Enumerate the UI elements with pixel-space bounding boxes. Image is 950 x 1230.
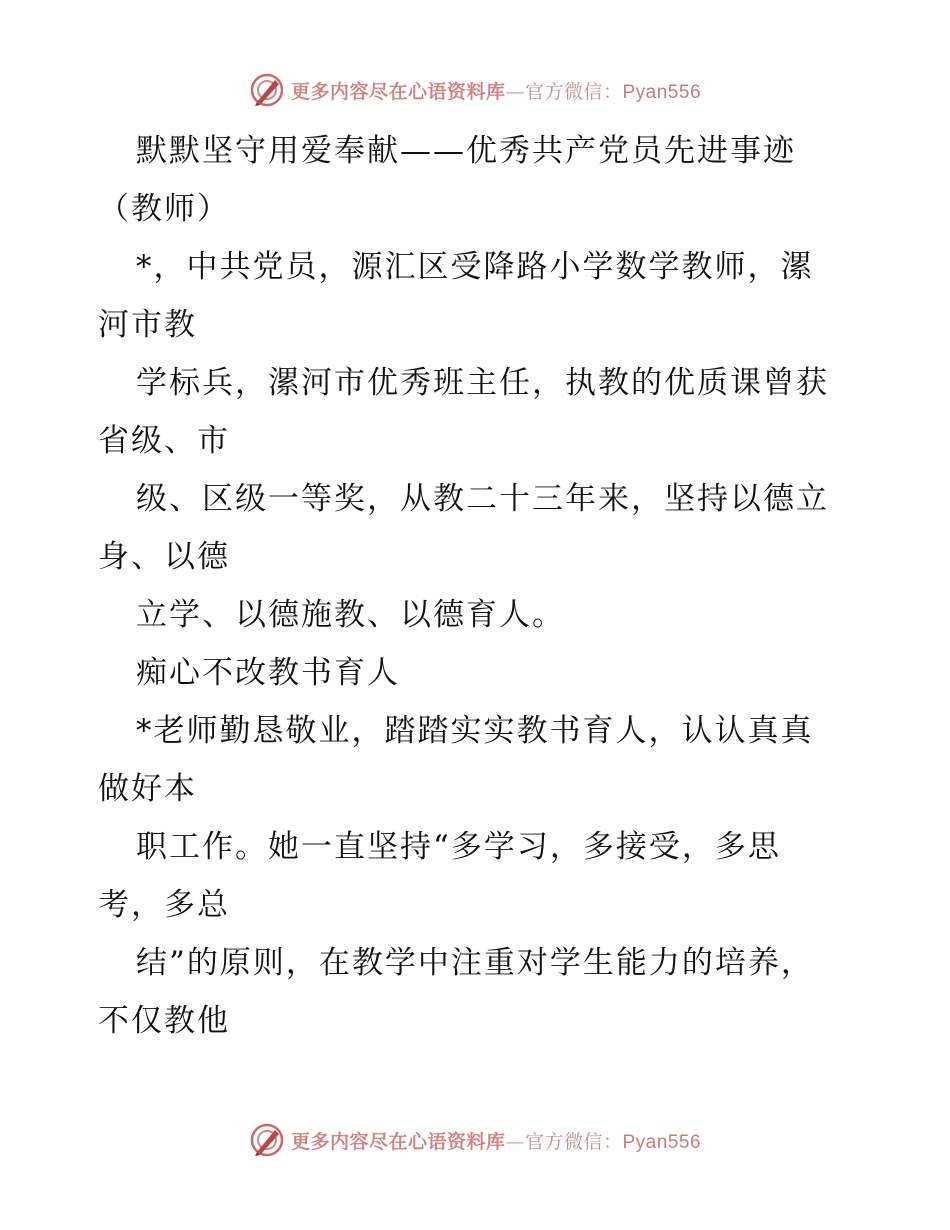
text-line: 痴心不改教书育人	[136, 655, 400, 691]
watermark-brand: 更多内容尽在心语资料库	[290, 80, 506, 103]
pen-logo-icon	[249, 1122, 285, 1158]
text-line: 省级、市	[98, 423, 230, 459]
text-line: 不仅教他	[98, 1003, 230, 1039]
watermark-header	[0, 70, 950, 110]
text-line: 做好本	[98, 771, 197, 807]
watermark-id: Pyan556	[622, 81, 702, 103]
text-line: 学标兵，漯河市优秀班主任，执教的优质课曾获	[136, 365, 829, 401]
text-line: *，中共党员，源汇区受降路小学数学教师，漯	[136, 249, 814, 285]
text-line: 河市教	[98, 307, 197, 343]
text-line: 级、区级一等奖，从教二十三年来，坚持以德立	[136, 481, 829, 517]
watermark-separator: —	[505, 80, 525, 103]
document-body	[98, 122, 868, 1050]
text-line: 结”的原则，在教学中注重对学生能力的培养，	[136, 945, 814, 981]
watermark-footer	[0, 1120, 950, 1160]
text-line: 立学、以德施教、以德育人。	[136, 597, 565, 633]
text-line: 考，多总	[98, 887, 230, 923]
text-line: 身、以德	[98, 539, 230, 575]
watermark-id: Pyan556	[622, 1131, 702, 1153]
text-line: *老师勤恳敬业，踏踏实实教书育人，认认真真	[136, 713, 814, 749]
text-line: 职工作。她一直坚持“多学习，多接受，多思	[136, 829, 781, 865]
watermark-text	[291, 1127, 701, 1154]
pen-logo-icon	[249, 72, 285, 108]
watermark-brand: 更多内容尽在心语资料库	[290, 1130, 506, 1153]
text-line: （教师）	[98, 191, 230, 227]
watermark-text	[291, 77, 701, 104]
watermark-separator: —	[505, 1130, 525, 1153]
watermark-label: 官方微信：	[524, 80, 623, 103]
watermark-label: 官方微信：	[524, 1130, 623, 1153]
text-line: 默默坚守用爱奉献——优秀共产党员先进事迹	[136, 133, 796, 169]
